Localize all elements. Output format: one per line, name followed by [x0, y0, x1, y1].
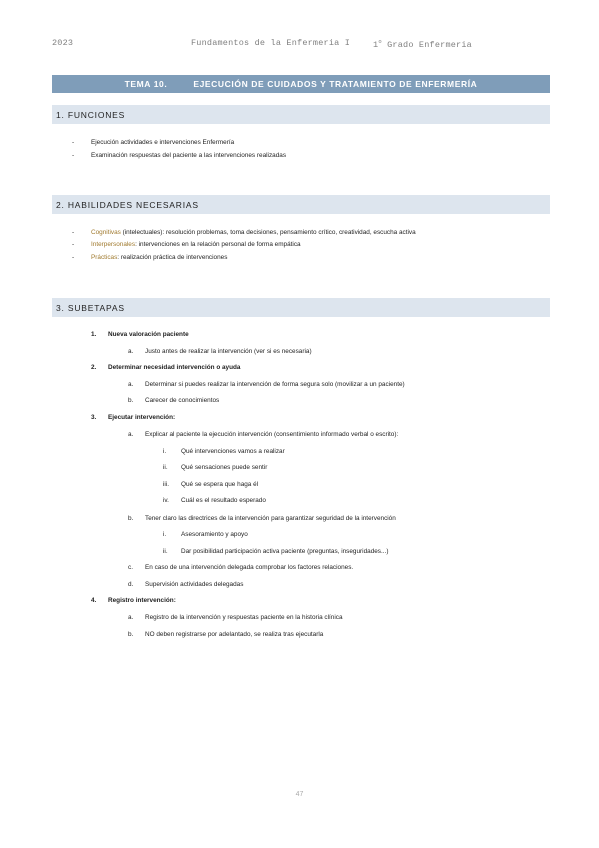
step-number: 3. — [91, 414, 97, 421]
sub-marker: a. — [128, 431, 134, 438]
chapter-title-text: EJECUCIÓN DE CUIDADOS Y TRATAMIENTO DE ENFERMERÍA — [193, 79, 478, 89]
step-number: 4. — [91, 597, 97, 604]
step-number: 1. — [91, 331, 97, 338]
sub-item: Registro de la intervención y respuestas paciente en la historia clínica — [145, 614, 343, 621]
sub-item: Supervisión actividades delegadas — [145, 581, 244, 588]
skill-label: Cognitivas — [91, 229, 121, 236]
section-heading-habilidades: 2. HABILIDADES NECESARIAS — [52, 195, 550, 214]
sub-marker: c. — [128, 564, 133, 571]
roman-marker: iii. — [163, 481, 170, 488]
list-item: Ejecución actividades e intervenciones Enfermería — [91, 139, 235, 146]
sub-marker: a. — [128, 348, 134, 355]
sub-sub-item: Qué sensaciones puede sentir — [181, 464, 268, 471]
header-year: 2023 — [52, 38, 74, 48]
step-title: Registro intervención: — [108, 597, 176, 604]
bullet-dash: - — [72, 254, 75, 261]
sub-marker: b. — [128, 515, 134, 522]
sub-marker: b. — [128, 631, 134, 638]
roman-marker: i. — [163, 531, 167, 538]
chapter-title — [52, 75, 550, 93]
section-heading-subetapas: 3. SUBETAPAS — [52, 298, 550, 317]
bullet-dash: - — [72, 139, 75, 146]
bullet-dash: - — [72, 229, 75, 236]
sub-marker: d. — [128, 581, 134, 588]
sub-item: Carecer de conocimientos — [145, 397, 220, 404]
list-item: Cognitivas (intelectuales): resolución problemas, toma decisiones, pensamiento crítico, creatividad, escucha activa — [91, 229, 416, 236]
page-number: 47 — [295, 791, 304, 798]
sub-sub-item: Qué se espera que haga él — [181, 481, 259, 488]
sub-item: Justo antes de realizar la intervención (ver si es necesaria) — [145, 348, 312, 355]
sub-item: Tener claro las directrices de la intervención para garantizar seguridad de la intervención — [145, 515, 396, 522]
sub-item: Determinar si puedes realizar la intervención de forma segura solo (movilizar a un paciente) — [145, 381, 405, 388]
sub-item: Explicar al paciente la ejecución intervención (consentimiento informado verbal o escrito): — [145, 431, 399, 438]
sub-marker: a. — [128, 381, 134, 388]
sub-item: En caso de una intervención delegada comprobar los factores relaciones. — [145, 564, 354, 571]
sub-marker: a. — [128, 614, 134, 621]
step-title: Determinar necesidad intervención o ayuda — [108, 364, 241, 371]
list-item: Interpersonales: intervenciones en la relación personal de forma empática — [91, 241, 301, 248]
sub-sub-item: Qué intervenciones vamos a realizar — [181, 448, 285, 455]
step-title: Ejecutar intervención: — [108, 414, 176, 421]
sub-sub-item: Cuál es el resultado esperado — [181, 497, 266, 504]
sub-sub-item: Asesoramiento y apoyo — [181, 531, 248, 538]
header-course: Fundamentos de la Enfermeria I — [191, 38, 351, 48]
bullet-dash: - — [72, 152, 75, 159]
page-header — [0, 38, 599, 52]
roman-marker: ii. — [163, 464, 168, 471]
header-grade: 1$^o$ Grado Enfermeria — [373, 38, 472, 50]
roman-marker: iv. — [163, 497, 169, 504]
list-item: Prácticas: realización práctica de intervenciones — [91, 254, 228, 261]
bullet-dash: - — [72, 241, 75, 248]
sub-marker: b. — [128, 397, 134, 404]
roman-marker: i. — [163, 448, 167, 455]
chapter-number: TEMA 10. — [124, 79, 168, 89]
sub-item: NO deben registrarse por adelantado, se realiza tras ejecutarla — [145, 631, 324, 638]
skill-label: Prácticas — [91, 254, 118, 261]
sub-sub-item: Dar posibilidad participación activa paciente (preguntas, inseguridades...) — [181, 548, 389, 555]
step-number: 2. — [91, 364, 97, 371]
step-title: Nueva valoración paciente — [108, 331, 189, 338]
section-heading-funciones: 1. FUNCIONES — [52, 105, 550, 124]
roman-marker: ii. — [163, 548, 168, 555]
skill-label: Interpersonales — [91, 241, 136, 248]
list-item: Examinación respuestas del paciente a las intervenciones realizadas — [91, 152, 287, 159]
